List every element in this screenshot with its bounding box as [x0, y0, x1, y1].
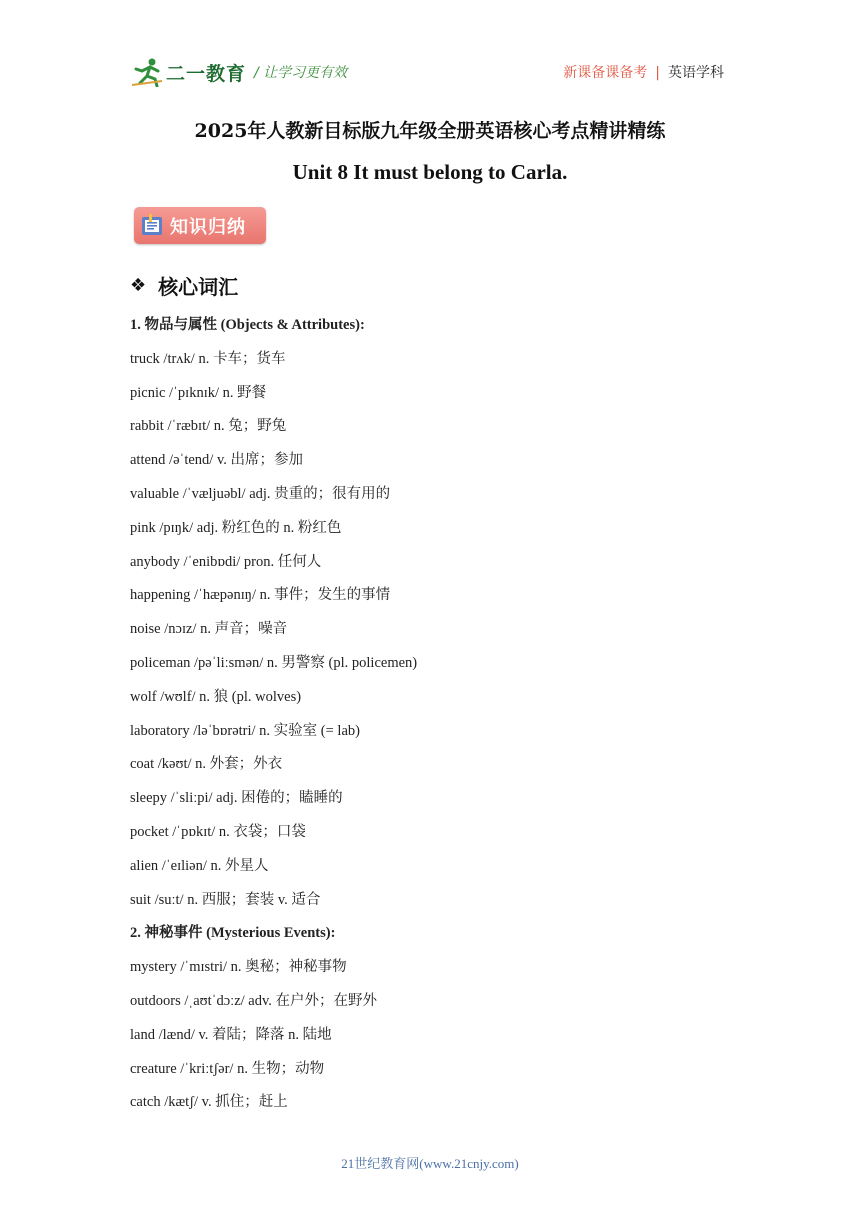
vocab-entry: alien /ˈeɪliən/ n. 外星人: [130, 857, 269, 874]
page-subtitle: Unit 8 It must belong to Carla.: [292, 160, 568, 184]
course-label: 新课备课备考: [563, 65, 648, 81]
page-header: [0, 52, 860, 92]
section-title: 核心词汇: [158, 275, 239, 299]
category-heading: 2. 神秘事件 (Mysterious Events):: [130, 925, 336, 942]
vocab-entry: mystery /ˈmɪstri/ n. 奥秘；神秘事物: [130, 959, 347, 976]
book-icon: [140, 213, 164, 239]
vocab-entry: pocket /ˈpɒkɪt/ n. 衣袋；口袋: [130, 823, 306, 840]
vocab-entry: outdoors /ˌaʊtˈdɔːz/ adv. 在户外；在野外: [130, 992, 378, 1009]
category-heading: 1. 物品与属性 (Objects & Attributes):: [130, 317, 365, 333]
page-title: 2025年人教新目标版九年级全册英语核心考点精讲精练: [194, 120, 666, 142]
vocab-entry: pink /pɪŋk/ adj. 粉红色的 n. 粉红色: [130, 519, 342, 536]
vocab-entry: attend /əˈtend/ v. 出席；参加: [130, 452, 304, 469]
vocab-entry: valuable /ˈvæljuəbl/ adj. 贵重的；很有用的: [130, 485, 391, 502]
vocab-entry: creature /ˈkriːtʃər/ n. 生物；动物: [130, 1060, 325, 1077]
header-right: [563, 62, 724, 82]
vocab-entry: truck /trʌk/ n. 卡车；货车: [130, 350, 286, 367]
header-separator: |: [655, 65, 660, 81]
vocab-entry: sleepy /ˈsliːpi/ adj. 困倦的；瞌睡的: [130, 790, 343, 807]
logo-text: 二一教育: [166, 62, 247, 85]
vocab-entry: policeman /pəˈliːsmən/ n. 男警察 (pl. policemen): [130, 654, 418, 671]
vocabulary-list: [130, 314, 730, 1125]
diamond-bullet-icon: ❖: [130, 275, 147, 296]
vocab-entry: rabbit /ˈræbɪt/ n. 兔；野兔: [130, 418, 287, 435]
vocab-entry: picnic /ˈpɪknɪk/ n. 野餐: [130, 384, 267, 401]
vocab-entry: wolf /wʊlf/ n. 狼 (pl. wolves): [130, 688, 302, 705]
vocab-entry: laboratory /ləˈbɒrətri/ n. 实验室 (= lab): [130, 722, 360, 739]
footer[interactable]: 21世纪教育网(www.21cnjy.com): [341, 1156, 519, 1171]
runner-logo-icon: [130, 57, 164, 87]
vocab-entry: coat /kəʊt/ n. 外套；外衣: [130, 756, 283, 773]
knowledge-summary-badge: [134, 207, 266, 244]
section-heading: [130, 271, 238, 300]
vocab-entry: happening /ˈhæpənɪŋ/ n. 事件；发生的事情: [130, 587, 391, 604]
badge-label: 知识归纳: [170, 216, 246, 238]
subject-label: 英语学科: [668, 65, 724, 81]
vocab-entry: suit /suːt/ n. 西服；套装 v. 适合: [130, 891, 321, 908]
slogan: / 让学习更有效: [254, 65, 348, 81]
logo: [130, 56, 246, 88]
vocab-entry: anybody /ˈenibɒdi/ pron. 任何人: [130, 553, 322, 570]
vocab-entry: land /lænd/ v. 着陆；降落 n. 陆地: [130, 1026, 332, 1043]
vocab-entry: catch /kætʃ/ v. 抓住；赶上: [130, 1094, 288, 1111]
vocab-entry: noise /nɔɪz/ n. 声音；噪音: [130, 621, 288, 638]
